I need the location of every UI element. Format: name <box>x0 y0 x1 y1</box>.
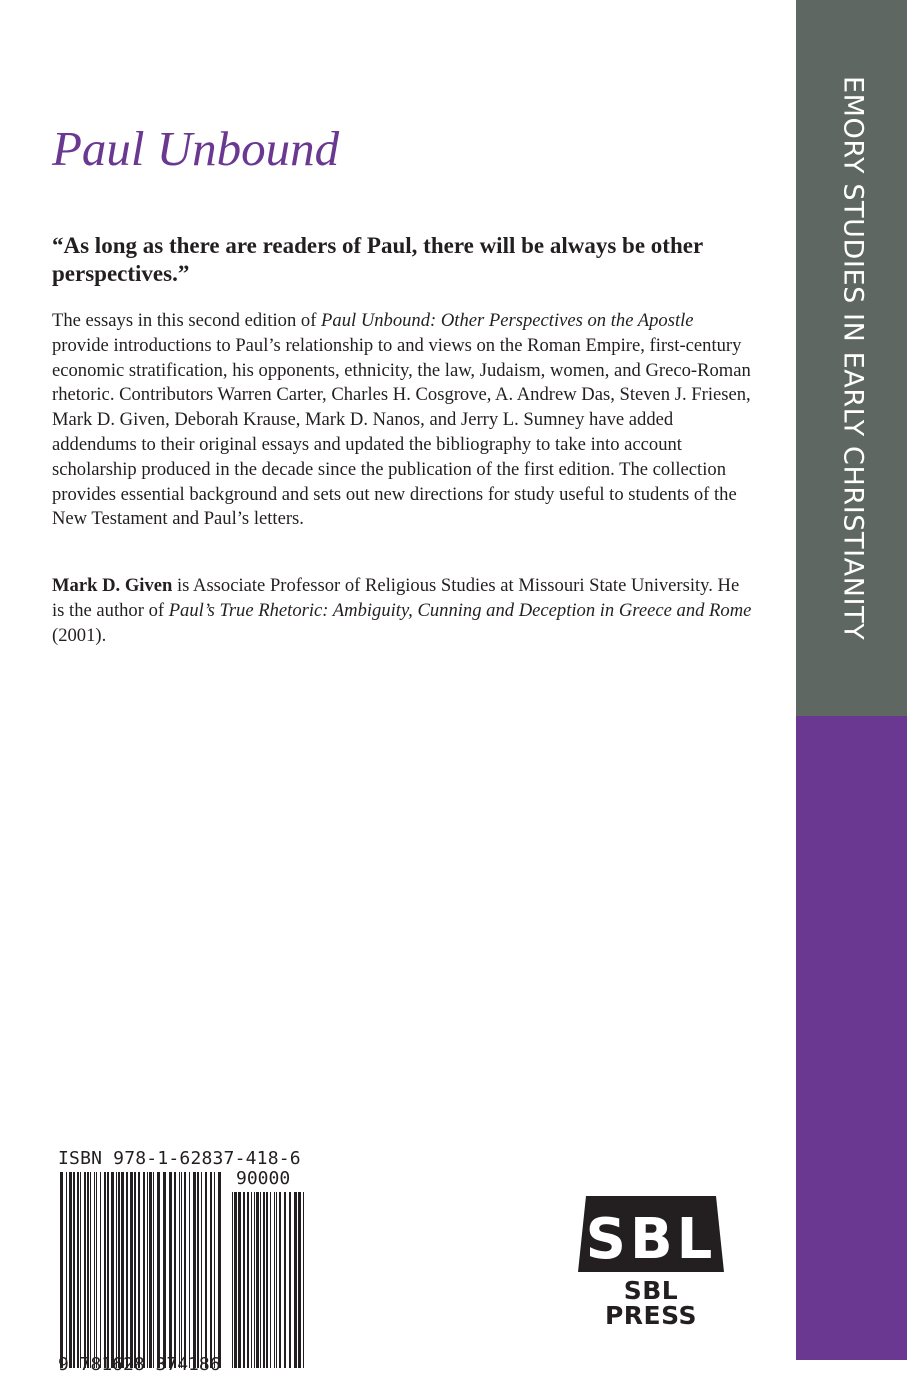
barcode-bar <box>118 1172 120 1368</box>
barcode-bar <box>87 1172 89 1368</box>
description-paragraph <box>52 309 752 532</box>
isbn-barcode <box>60 1172 224 1368</box>
price-addon-barcode <box>232 1192 306 1368</box>
barcode-bar <box>147 1172 148 1368</box>
barcode-bar <box>201 1172 202 1368</box>
barcode-bar <box>289 1192 291 1368</box>
barcode-bar <box>66 1172 67 1368</box>
barcode-bar <box>143 1172 145 1368</box>
barcode-bar <box>232 1192 233 1368</box>
barcode-bar <box>266 1192 268 1368</box>
barcode-bar <box>100 1172 101 1368</box>
author-bio <box>52 574 752 648</box>
barcode-bar <box>270 1192 271 1368</box>
barcode-bar <box>96 1172 97 1368</box>
barcode-bar <box>163 1172 166 1368</box>
barcode-bar <box>149 1172 152 1368</box>
barcode-bar <box>214 1172 215 1368</box>
bio-text: is Associate Professor of Religious Studies at Missouri State University. He is the author of <box>52 575 740 621</box>
barcode-bar <box>157 1172 160 1368</box>
barcode-bar <box>77 1172 79 1368</box>
barcode-bar <box>121 1172 124 1368</box>
barcode-bar <box>254 1192 255 1368</box>
barcode-bar <box>294 1192 297 1368</box>
barcode-bar <box>238 1192 241 1368</box>
barcode-bar <box>234 1192 237 1368</box>
barcode-bar <box>279 1192 281 1368</box>
barcode-bar <box>256 1192 259 1368</box>
barcode-bar <box>189 1172 190 1368</box>
price-addon-digits: 90000 <box>236 1168 291 1189</box>
barcode-bar <box>138 1172 140 1368</box>
isbn-label: ISBN 978-1-62837-418-6 <box>58 1148 301 1169</box>
barcode-bar <box>276 1192 277 1368</box>
spine-purple-band <box>796 716 907 1360</box>
barcode-bar <box>107 1172 109 1368</box>
barcode-bar <box>94 1172 95 1368</box>
barcode-bar <box>205 1172 207 1368</box>
book-title: Paul Unbound <box>52 121 340 176</box>
barcode-bar <box>80 1172 81 1368</box>
barcode-bar <box>247 1192 249 1368</box>
barcode-bar <box>126 1172 128 1368</box>
blurb-intro: The essays in this second edition of <box>52 310 322 331</box>
series-title: EMORY STUDIES IN EARLY CHRISTIANITY <box>837 76 869 641</box>
blurb-book-title: Paul Unbound: Other Perspectives on the Apostle <box>321 310 694 331</box>
barcode-bar <box>153 1172 154 1368</box>
barcode-bar <box>243 1192 245 1368</box>
barcode-bar <box>73 1172 75 1368</box>
barcode-bar <box>284 1192 286 1368</box>
author-name: Mark D. Given <box>52 575 173 596</box>
barcode-bar <box>179 1172 180 1368</box>
barcode-bar <box>181 1172 182 1368</box>
barcode-bar <box>184 1172 186 1368</box>
barcode-bar <box>134 1172 136 1368</box>
barcode-bar <box>303 1192 304 1368</box>
barcode-bar <box>260 1192 261 1368</box>
barcode-bar <box>193 1172 196 1368</box>
barcode-bar <box>111 1172 114 1368</box>
author-previous-book: Paul’s True Rhetoric: Ambiguity, Cunning and Deception in Greece and Rome <box>168 599 752 621</box>
bio-year: (2001). <box>52 624 107 646</box>
barcode-bar <box>69 1172 72 1368</box>
barcode-bar <box>218 1172 221 1368</box>
barcode-bar <box>169 1172 172 1368</box>
barcode-bar <box>174 1172 176 1368</box>
pull-quote: “As long as there are readers of Paul, there will be always be other perspectives.” <box>52 233 703 286</box>
blurb-body: provide introductions to Paul’s relationship to and views on the Roman Empire, first-century economic stratification, his opponents, ethnicity, the law, Judaism, women, and Greco-Roman rhetoric. Contributors Warren Carter, Charles H. Cosgrove, A. Andrew Das, Steven J. Friesen, Mark D. Given, Deborah Krause, Mark D. Nanos, and Jerry L. Sumney have added addendums to their original essays and updated the bibliography to take into account scholarship produced in the decade since the publication of the first edition. The collection provides essential background and sets out new directions for study useful to students of the New Testament and Paul’s letters. <box>52 334 751 530</box>
barcode-bar <box>251 1192 252 1368</box>
barcode-bar <box>197 1172 199 1368</box>
barcode-bar <box>104 1172 106 1368</box>
barcode-bar <box>210 1172 212 1368</box>
barcode-bar <box>274 1192 275 1368</box>
barcode-bar <box>90 1172 91 1368</box>
barcode-bar <box>298 1192 301 1368</box>
publisher-name: SBL PRESS <box>604 1276 698 1330</box>
ean-digits: 9 781628 374186 <box>58 1354 221 1375</box>
barcode-bar <box>84 1172 86 1368</box>
barcode-bar <box>116 1172 117 1368</box>
barcode-bar <box>130 1172 133 1368</box>
barcode-bar <box>263 1192 265 1368</box>
barcode-bar <box>60 1172 63 1368</box>
sbl-logo-text: SBL <box>585 1207 717 1272</box>
